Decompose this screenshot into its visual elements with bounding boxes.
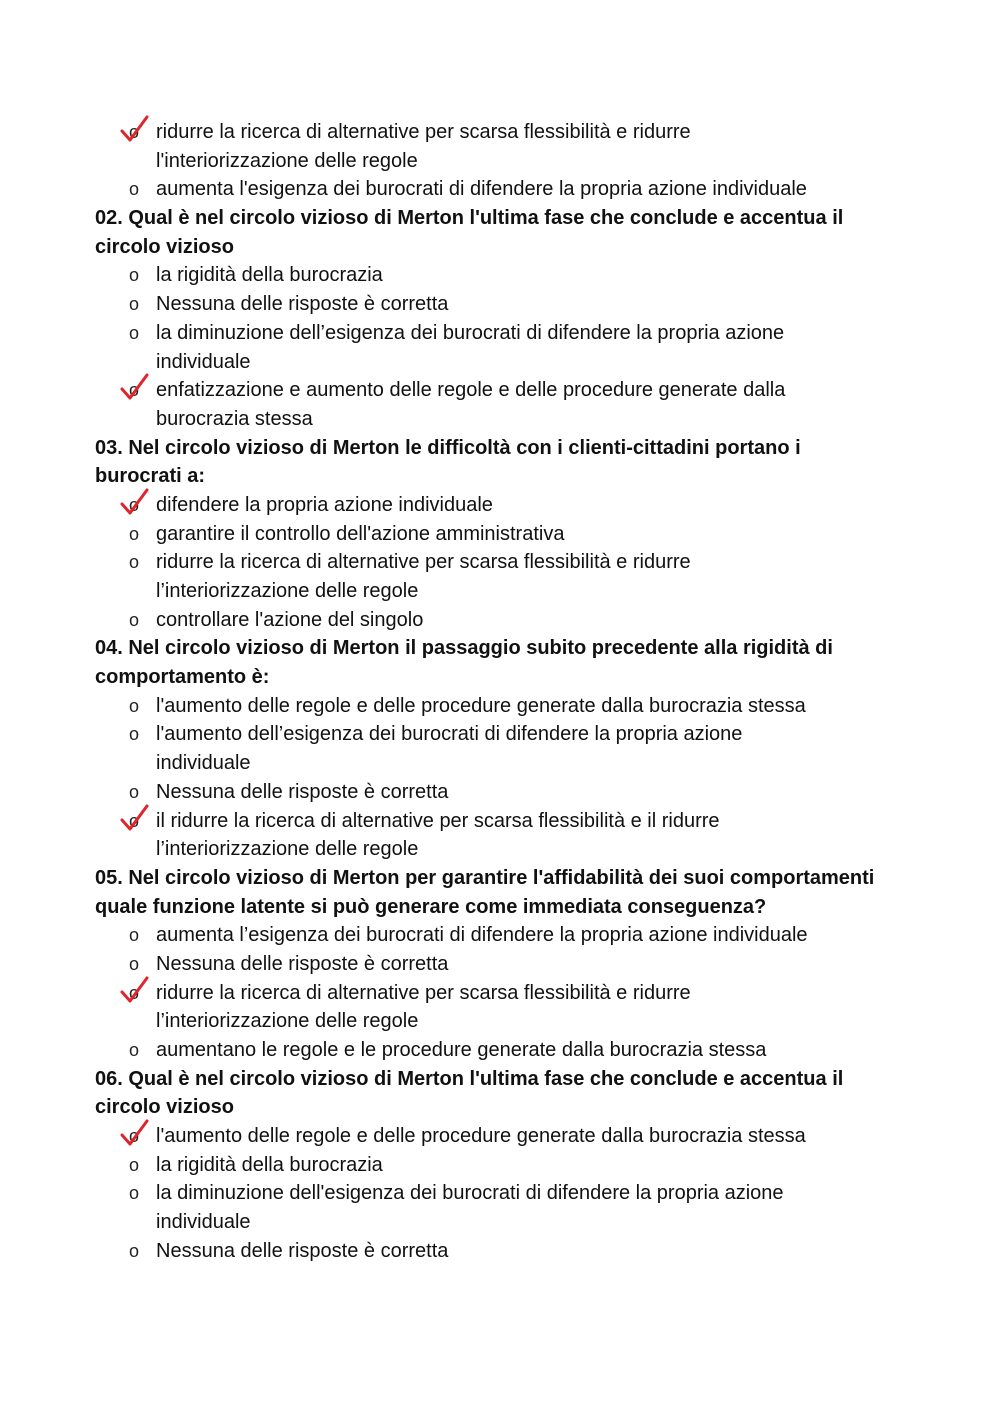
bullet-icon: o: [128, 982, 139, 1003]
answer-text-line: Nessuna delle risposte è corretta: [156, 780, 449, 803]
checkmark-icon: [118, 1118, 150, 1148]
document-page: [0, 118, 1000, 1266]
bullet-icon: o: [128, 925, 139, 946]
answer-text-line: ridurre la ricerca di alternative per scarsa flessibilità e ridurre: [156, 121, 691, 143]
bullet-icon: o: [128, 781, 139, 802]
answer-text-line: Nessuna delle risposte è corretta: [156, 1239, 449, 1262]
answer-text-line: aumenta l’esigenza dei burocrati di difendere la propria azione individuale: [156, 924, 808, 947]
question-text: circolo vizioso: [95, 1096, 234, 1119]
answer-option-correct: [0, 1122, 1000, 1151]
checkmark-icon: [118, 975, 150, 1005]
question-text: 05. Nel circolo vizioso di Merton per garantire l'affidabilità dei suoi comportamenti: [95, 866, 875, 889]
answer-text: [0, 577, 1000, 606]
checkmark-icon: [118, 372, 150, 402]
question-text: 02. Qual è nel circolo vizioso di Merton l'ultima fase che conclude e accentua il: [95, 207, 844, 230]
question-block: [0, 634, 1000, 864]
answer-text-line: aumenta l'esigenza dei burocrati di difendere la propria azione individuale: [156, 178, 807, 201]
bullet-icon: o: [128, 494, 139, 515]
bullet-icon: o: [128, 609, 139, 630]
answer-text: [0, 1179, 1000, 1208]
answer-option: [0, 950, 1000, 979]
question-block: [0, 204, 1000, 434]
question-text: 04. Nel circolo vizioso di Merton il passaggio subito precedente alla rigidità di: [95, 637, 833, 660]
question-block: [0, 118, 1000, 204]
answer-text-line: garantire il controllo dell'azione amministrativa: [156, 522, 565, 545]
answer-text: [0, 1007, 1000, 1036]
answer-text-line: la rigidità della burocrazia: [156, 1153, 383, 1176]
answer-text-line: controllare l'azione del singolo: [156, 608, 424, 631]
answer-text-line: l'aumento delle regole e delle procedure generate dalla burocrazia stessa: [156, 1125, 806, 1148]
answer-option-correct: [0, 807, 1000, 864]
answer-text: [0, 606, 1000, 635]
answer-text: [0, 348, 1000, 377]
answer-text: [0, 807, 1000, 836]
answer-text-line: Nessuna delle risposte è corretta: [156, 293, 449, 316]
answer-text: [0, 118, 1000, 147]
bullet-icon: o: [128, 322, 139, 343]
answer-text: [0, 290, 1000, 319]
answer-text: [0, 749, 1000, 778]
question-text: 06. Qual è nel circolo vizioso di Merton l'ultima fase che conclude e accentua il: [95, 1067, 844, 1090]
answer-text: [0, 778, 1000, 807]
bullet-icon: o: [128, 1240, 139, 1261]
bullet-icon: o: [128, 179, 139, 200]
answer-text: [0, 979, 1000, 1008]
answer-text: [0, 950, 1000, 979]
bullet-icon: o: [128, 953, 139, 974]
answer-text-line: aumentano le regole e le procedure generate dalla burocrazia stessa: [156, 1039, 767, 1061]
bullet-icon: o: [128, 1183, 139, 1204]
answer-text: [0, 261, 1000, 290]
answer-text: [0, 491, 1000, 520]
answer-text-line: individuale: [156, 752, 251, 775]
answer-option-correct: [0, 118, 1000, 175]
answer-text-line: il ridurre la ricerca di alternative per scarsa flessibilità e il ridurre: [156, 809, 720, 832]
answer-option: [0, 1237, 1000, 1266]
bullet-icon: o: [128, 294, 139, 315]
checkmark-icon: [118, 803, 150, 833]
answer-text-line: la rigidità della burocrazia: [156, 264, 383, 287]
answer-text: [0, 319, 1000, 348]
answer-text-line: la diminuzione dell’esigenza dei burocrati di difendere la propria azione: [156, 321, 785, 344]
bullet-icon: o: [128, 265, 139, 286]
bullet-icon: o: [128, 122, 139, 142]
bullet-icon: o: [128, 1126, 139, 1147]
question-text: comportamento è:: [95, 666, 270, 689]
answer-text: [0, 147, 1000, 176]
answer-text: [0, 520, 1000, 549]
answer-text-line: la diminuzione dell'esigenza dei burocrati di difendere la propria azione: [156, 1182, 784, 1205]
answer-option: [0, 290, 1000, 319]
answer-text: [0, 720, 1000, 749]
answer-option: [0, 778, 1000, 807]
answer-text: [0, 175, 1000, 204]
answer-text: [0, 376, 1000, 405]
question-text: circolo vizioso: [95, 235, 234, 258]
question-block: [0, 1065, 1000, 1266]
answer-option: [0, 548, 1000, 605]
question-text: 03. Nel circolo vizioso di Merton le difficoltà con i clienti-cittadini portano i: [95, 436, 801, 459]
answer-option: [0, 1036, 1000, 1065]
answer-text-line: l'aumento dell’esigenza dei burocrati di difendere la propria azione: [156, 723, 743, 746]
answer-text-line: individuale: [156, 350, 251, 373]
bullet-icon: o: [128, 724, 139, 745]
answer-text-line: difendere la propria azione individuale: [156, 493, 493, 516]
answer-text: [0, 835, 1000, 864]
checkmark-icon: [118, 114, 150, 144]
answer-text: [0, 1122, 1000, 1151]
bullet-icon: o: [128, 810, 139, 831]
bullet-icon: o: [128, 1154, 139, 1175]
answer-text-line: l'aumento delle regole e delle procedure generate dalla burocrazia stessa: [156, 694, 806, 717]
answer-text: [0, 405, 1000, 434]
question-block: [0, 434, 1000, 635]
answer-option-correct: [0, 491, 1000, 520]
answer-option: [0, 692, 1000, 721]
answer-text: [0, 1036, 1000, 1065]
question-text: quale funzione latente si può generare come immediata conseguenza?: [95, 895, 767, 918]
answer-option-correct: [0, 376, 1000, 433]
answer-option-correct: [0, 979, 1000, 1036]
answer-text: [0, 1237, 1000, 1266]
answer-option: [0, 606, 1000, 635]
answer-text-line: burocrazia stessa: [156, 407, 313, 430]
answer-text-line: ridurre la ricerca di alternative per scarsa flessibilità e ridurre: [156, 551, 691, 574]
checkmark-icon: [118, 487, 150, 517]
answer-text: [0, 921, 1000, 950]
answer-option: [0, 1179, 1000, 1236]
bullet-icon: o: [128, 380, 139, 401]
answer-text: [0, 1208, 1000, 1237]
answer-text-line: l’interiorizzazione delle regole: [156, 838, 419, 861]
bullet-icon: o: [128, 1040, 139, 1060]
answer-text-line: Nessuna delle risposte è corretta: [156, 952, 449, 975]
answer-text-line: l’interiorizzazione delle regole: [156, 1010, 419, 1033]
answer-option: [0, 921, 1000, 950]
answer-option: [0, 175, 1000, 204]
bullet-icon: o: [128, 523, 139, 544]
answer-option: [0, 520, 1000, 549]
answer-text-line: l’interiorizzazione delle regole: [156, 580, 419, 602]
answer-text: [0, 692, 1000, 721]
answer-text: [0, 548, 1000, 577]
answer-text-line: individuale: [156, 1211, 251, 1234]
answer-option: [0, 720, 1000, 777]
answer-option: [0, 319, 1000, 376]
bullet-icon: o: [128, 552, 139, 573]
answer-text: [0, 1151, 1000, 1180]
answer-option: [0, 1151, 1000, 1180]
question-block: [0, 864, 1000, 1065]
answer-text-line: ridurre la ricerca di alternative per scarsa flessibilità e ridurre: [156, 981, 691, 1004]
answer-option: [0, 261, 1000, 290]
bullet-icon: o: [128, 695, 139, 716]
answer-text-line: l'interiorizzazione delle regole: [156, 149, 418, 172]
question-text: burocrati a:: [95, 465, 206, 488]
answer-text-line: enfatizzazione e aumento delle regole e delle procedure generate dalla: [156, 379, 786, 402]
